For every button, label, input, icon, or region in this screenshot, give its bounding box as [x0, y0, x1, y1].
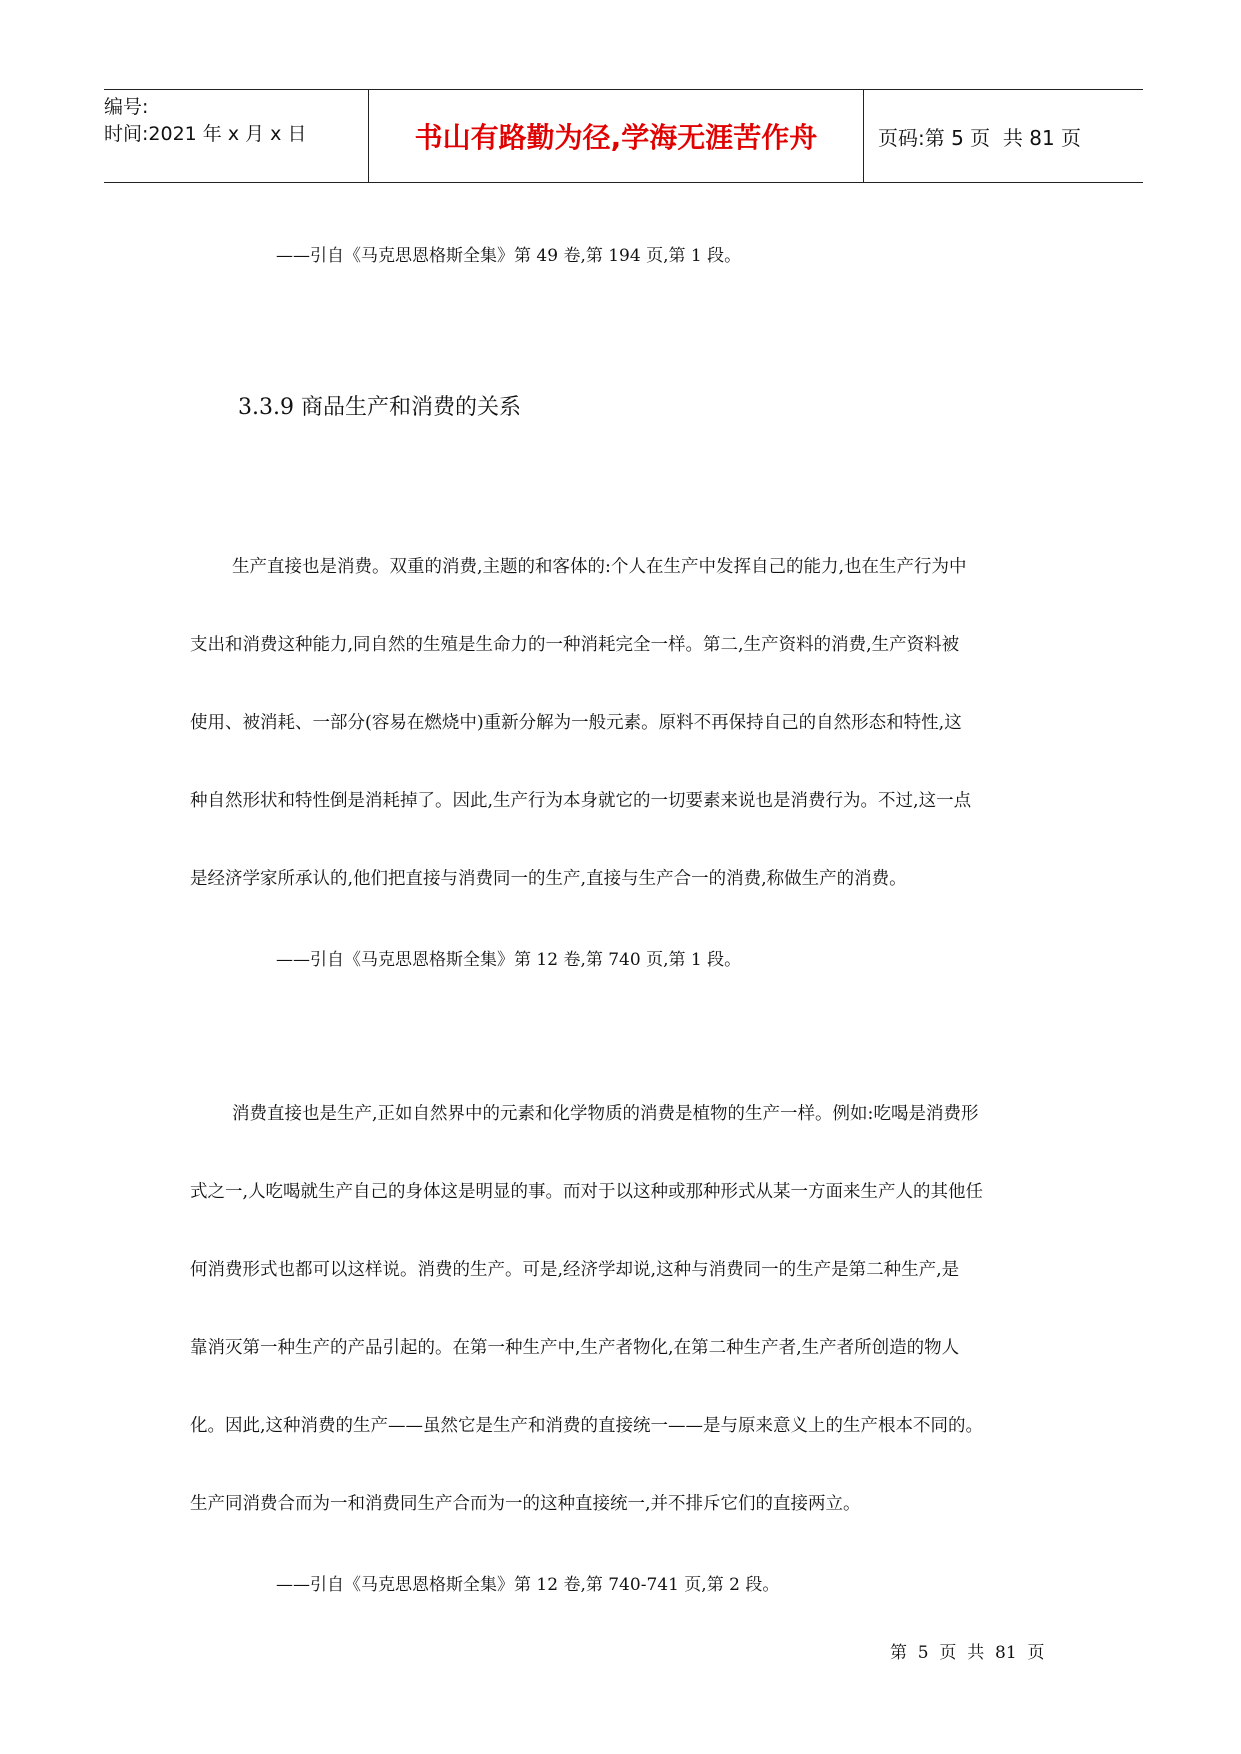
paragraph-line: 靠消灭第一种生产的产品引起的。在第一种生产中,生产者物化,在第二种生产者,生产者所创造的物人: [190, 1338, 960, 1358]
citation-2: ——引自《马克思恩格斯全集》第 12 卷,第 740 页,第 1 段。: [276, 950, 742, 970]
page-footer: 第 5 页 共 81 页: [890, 1643, 1045, 1663]
section-title: 3.3.9 商品生产和消费的关系: [238, 395, 521, 420]
time-label: 时间:2021 年 x 月 x 日: [104, 123, 307, 145]
paragraph-line: 支出和消费这种能力,同自然的生殖是生命力的一种消耗完全一样。第二,生产资料的消费,生产资料被: [190, 635, 960, 655]
citation-1: ——引自《马克思恩格斯全集》第 49 卷,第 194 页,第 1 段。: [276, 246, 742, 266]
paragraph-line: 消费直接也是生产,正如自然界中的元素和化学物质的消费是植物的生产一样。例如:吃喝是消费形: [232, 1104, 979, 1124]
paragraph-line: 式之一,人吃喝就生产自己的身体这是明显的事。而对于以这种或那种形式从某一方面来生产人的其他任: [190, 1182, 984, 1202]
page-label: 页码:第 5 页 共 81 页: [878, 125, 1082, 150]
page-header: [104, 89, 1143, 183]
paragraph-line: 何消费形式也都可以这样说。消费的生产。可是,经济学却说,这种与消费同一的生产是第二种生产,是: [190, 1260, 960, 1280]
paragraph-line: 是经济学家所承认的,他们把直接与消费同一的生产,直接与生产合一的消费,称做生产的消费。: [190, 869, 907, 889]
paragraph-line: 化。因此,这种消费的生产——虽然它是生产和消费的直接统一——是与原来意义上的生产根本不同的。: [190, 1416, 984, 1436]
header-page-label: [864, 90, 1143, 182]
number-label: 编号:: [104, 96, 149, 118]
paragraph-line: 种自然形状和特性倒是消耗掉了。因此,生产行为本身就它的一切要素来说也是消费行为。不过,这一点: [190, 791, 972, 811]
paragraph-line: 生产直接也是消费。双重的消费,主题的和客体的:个人在生产中发挥自己的能力,也在生产行为中: [232, 557, 967, 577]
header-motto: 书山有路勤为径,学海无涯苦作舟: [369, 90, 864, 182]
paragraph-line: 使用、被消耗、一部分(容易在燃烧中)重新分解为一般元素。原料不再保持自己的自然形态和特性,这: [190, 713, 962, 733]
header-meta: [104, 90, 369, 182]
paragraph-line: 生产同消费合而为一和消费同生产合而为一的这种直接统一,并不排斥它们的直接两立。: [190, 1494, 861, 1514]
citation-3: ——引自《马克思恩格斯全集》第 12 卷,第 740-741 页,第 2 段。: [276, 1575, 780, 1595]
